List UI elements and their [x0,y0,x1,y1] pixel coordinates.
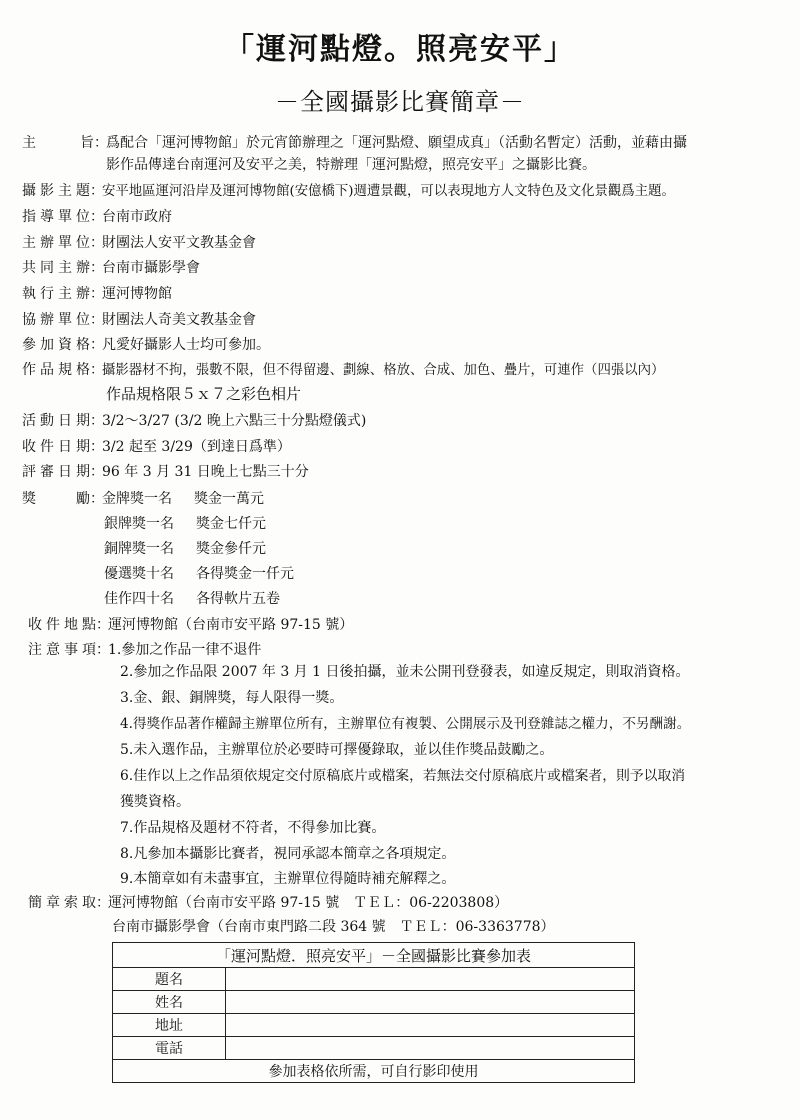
date-row-judging: 評審日期：96 年 3 月 31 日晚上七點三十分 [22,464,309,480]
field-label: 收件日期 [22,439,90,455]
field-row-theme: 攝影主題：安平地區運河沿岸及運河博物館(安億橋下)週遭景觀，可以表現地方人文特色及文化景觀爲主題。 [22,183,675,199]
field-row-guidance: 指導單位：台南市政府 [22,209,172,225]
purpose-row: 主 旨：爲配合「運河博物館」於元宵節辦理之「運河點燈、願望成真」（活動名暫定）活動，並藉由攝 [22,135,687,151]
page-title: 「運河點燈。照亮安平」 [224,32,576,67]
submission-row: 收件地點：運河博物館（台南市安平路 97-15 號） [28,617,354,633]
note-item: 7.作品規格及題材不符者，不得參加比賽。 [120,820,386,836]
award-name: 優選獎十名 [104,566,174,582]
notes-label: 注意事項 [28,642,96,658]
field-value: 台南市攝影學會 [102,260,200,276]
note-item: 2.參加之作品限 2007 年 3 月 1 日後拍攝，並未公開刊登發表，如違反規定，則取消資格。 [120,664,690,680]
field-label: 指導單位 [22,209,90,225]
field-label: 參加資格 [22,337,90,353]
field-value: 財團法人安平文教基金會 [102,235,256,251]
field-value: 運河博物館（台南市安平路 97-15 號） [108,617,354,633]
entry-form-footer: 參加表格依所需，可自行影印使用 [113,1060,635,1083]
field-value: 3/2～3/27 (3/2 晚上六點三十分點燈儀式) [102,413,367,429]
page-subtitle: －全國攝影比賽簡章－ [275,88,525,116]
field-label: 執行主辦 [22,286,90,302]
field-row-eligibility: 參加資格：凡愛好攝影人士均可參加。 [22,337,270,353]
awards-row: 獎 勵：金牌獎一名 獎金一萬元 [22,491,264,507]
purpose-label: 主 旨 [22,135,94,151]
form-input-address[interactable] [226,1014,635,1037]
award-prize: 獎金參仟元 [196,541,266,557]
field-value: 台南市政府 [102,209,172,225]
notes-row: 注意事項：1.參加之作品一律不退件 [28,642,262,658]
field-label: 主辦單位 [22,235,90,251]
date-row-receipt: 收件日期：3/2 起至 3/29（到達日爲準） [22,439,291,455]
date-row-event: 活動日期：3/2～3/27 (3/2 晚上六點三十分點燈儀式) [22,413,367,429]
award-item [104,565,294,583]
note-item: 獲獎資格。 [120,794,190,810]
field-label: 活動日期 [22,413,90,429]
awards-label: 獎 勵 [22,491,90,507]
form-input-phone[interactable] [226,1037,635,1060]
award-prize: 獎金七仟元 [196,516,266,532]
field-value: 96 年 3 月 31 日晚上七點三十分 [102,464,309,480]
field-label: 收件地點 [28,617,96,633]
award-prize: 各得軟片五卷 [196,591,280,607]
field-label: 評審日期 [22,464,90,480]
brochure-contact: 運河博物館（台南市安平路 97-15 號 ＴＥＬ：06-2203808） [108,895,509,911]
award-prize: 各得獎金一仟元 [196,566,294,582]
entry-form-title: 「運河點燈．照亮安平」－全國攝影比賽參加表 [113,943,635,968]
field-label: 攝影主題 [22,183,90,199]
spec-line2: 作品規格限５ｘ７之彩色相片 [106,385,302,403]
field-label: 共同主辦 [22,260,90,276]
field-value: 3/2 起至 3/29（到達日爲準） [102,439,291,455]
field-value: 安平地區運河沿岸及運河博物館(安億橋下)週遭景觀，可以表現地方人文特色及文化景觀爲主題。 [102,184,675,199]
form-field-label: 電話 [113,1037,226,1060]
form-input-title[interactable] [226,968,635,991]
note-item: 3.金、銀、銅牌獎，每人限得一獎。 [120,690,344,706]
award-item [104,590,280,608]
award-name: 銀牌獎一名 [104,516,174,532]
entry-form-table [112,942,635,1083]
form-input-name[interactable] [226,991,635,1014]
note-item: 9.本簡章如有未盡事宜，主辦單位得隨時補充解釋之。 [120,871,456,887]
award-prize: 獎金一萬元 [194,491,264,507]
brochure-label: 簡章索取 [28,895,96,911]
field-value: 運河博物館 [102,286,172,302]
brochure-contact: 台南市攝影學會（台南市東門路二段 364 號 ＴＥＬ：06-3363778） [112,919,555,935]
note-item: 6.佳作以上之作品須依規定交付原稿底片或檔案，若無法交付原稿底片或檔案者，則予以取消 [120,768,686,784]
field-value: 攝影器材不拘，張數不限，但不得留邊、劃線、格放、合成、加色、疊片，可連作（四張以內） [102,363,665,378]
purpose-text: 爲配合「運河博物館」於元宵節辦理之「運河點燈、願望成真」（活動名暫定）活動，並藉由攝 [106,135,687,151]
note-item: 5.未入選作品，主辦單位於必要時可擇優錄取，並以佳作獎品鼓勵之。 [120,742,554,758]
field-value: 凡愛好攝影人士均可參加。 [102,337,270,353]
field-label: 協辦單位 [22,312,90,328]
purpose-text-cont: 影作品傳達台南運河及安平之美，特辦理「運河點燈，照亮安平」之攝影比賽。 [106,157,596,173]
award-item [102,490,264,508]
note-item: 4.得獎作品著作權歸主辦單位所有，主辦單位有複製、公開展示及刊登雜誌之權力，不另酬謝。 [120,716,691,732]
award-item [104,540,266,558]
brochure-row: 簡章索取：運河博物館（台南市安平路 97-15 號 ＴＥＬ：06-2203808） [28,895,509,911]
field-value: 財團法人奇美文教基金會 [102,312,256,328]
award-item [104,515,266,533]
award-name: 佳作四十名 [104,591,174,607]
field-row-coorganizer: 共同主辦：台南市攝影學會 [22,260,200,276]
award-name: 銅牌獎一名 [104,541,174,557]
note-item: 8.凡參加本攝影比賽者，視同承認本簡章之各項規定。 [120,846,456,862]
field-label: 作品規格 [22,362,90,378]
form-field-label: 姓名 [113,991,226,1014]
note-item: 1.參加之作品一律不退件 [108,642,262,658]
form-field-label: 題名 [113,968,226,991]
form-field-label: 地址 [113,1014,226,1037]
field-row-organizer: 主辦單位：財團法人安平文教基金會 [22,235,256,251]
field-row-assistant: 協辦單位：財團法人奇美文教基金會 [22,312,256,328]
award-name: 金牌獎一名 [102,491,172,507]
field-row-spec: 作品規格：攝影器材不拘，張數不限，但不得留邊、劃線、格放、合成、加色、疊片，可連作（四張以內） [22,362,665,378]
field-row-executor: 執行主辦：運河博物館 [22,286,172,302]
